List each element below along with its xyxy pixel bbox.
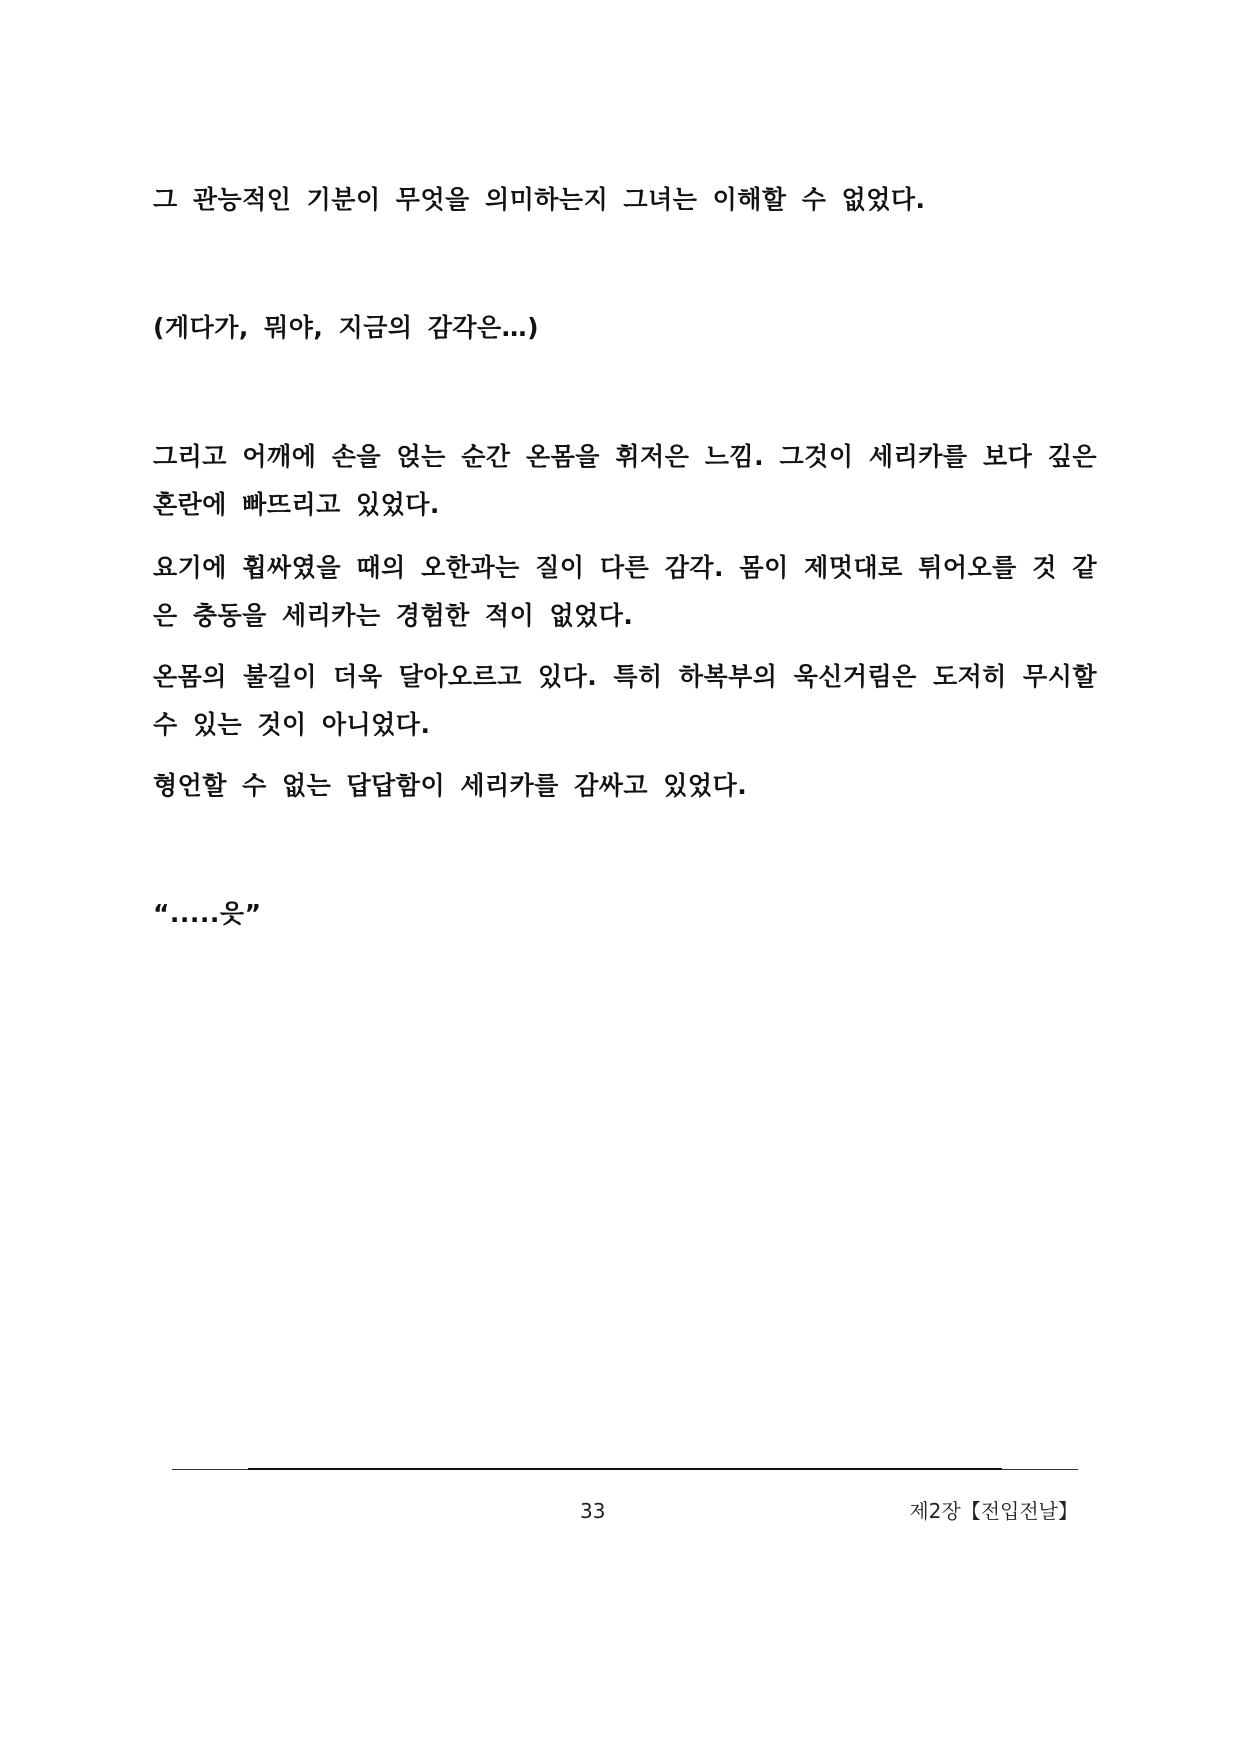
paragraph-5: 온몸의 불길이 더욱 달아오르고 있다. 특히 하복부의 욱신거림은 도저히 무시할 수 있는 것이 아니었다. [153, 662, 1097, 739]
paragraph-2: (게다가, 뭐야, 지금의 감각은…) [153, 313, 540, 342]
chapter-label: 제2장【전입전날】 [909, 1499, 1078, 1523]
footer-rule-accent [248, 1468, 1002, 1470]
paragraph-3: 그리고 어깨에 손을 얹는 순간 온몸을 휘저은 느낌. 그것이 세리카를 보다 깊은 혼란에 빠뜨리고 있었다. [153, 442, 1097, 519]
paragraph-7: “.....읏” [153, 899, 262, 928]
paragraph-4: 요기에 휩싸였을 때의 오한과는 질이 다른 감각. 몸이 제멋대로 튀어오를 것 같은 충동을 세리카는 경험한 적이 없었다. [153, 553, 1097, 630]
paragraph-1: 그 관능적인 기분이 무엇을 의미하는지 그녀는 이해할 수 없었다. [153, 185, 926, 214]
page-number: 33 [580, 1499, 606, 1523]
paragraph-6: 형언할 수 없는 답답함이 세리카를 감싸고 있었다. [153, 771, 748, 800]
